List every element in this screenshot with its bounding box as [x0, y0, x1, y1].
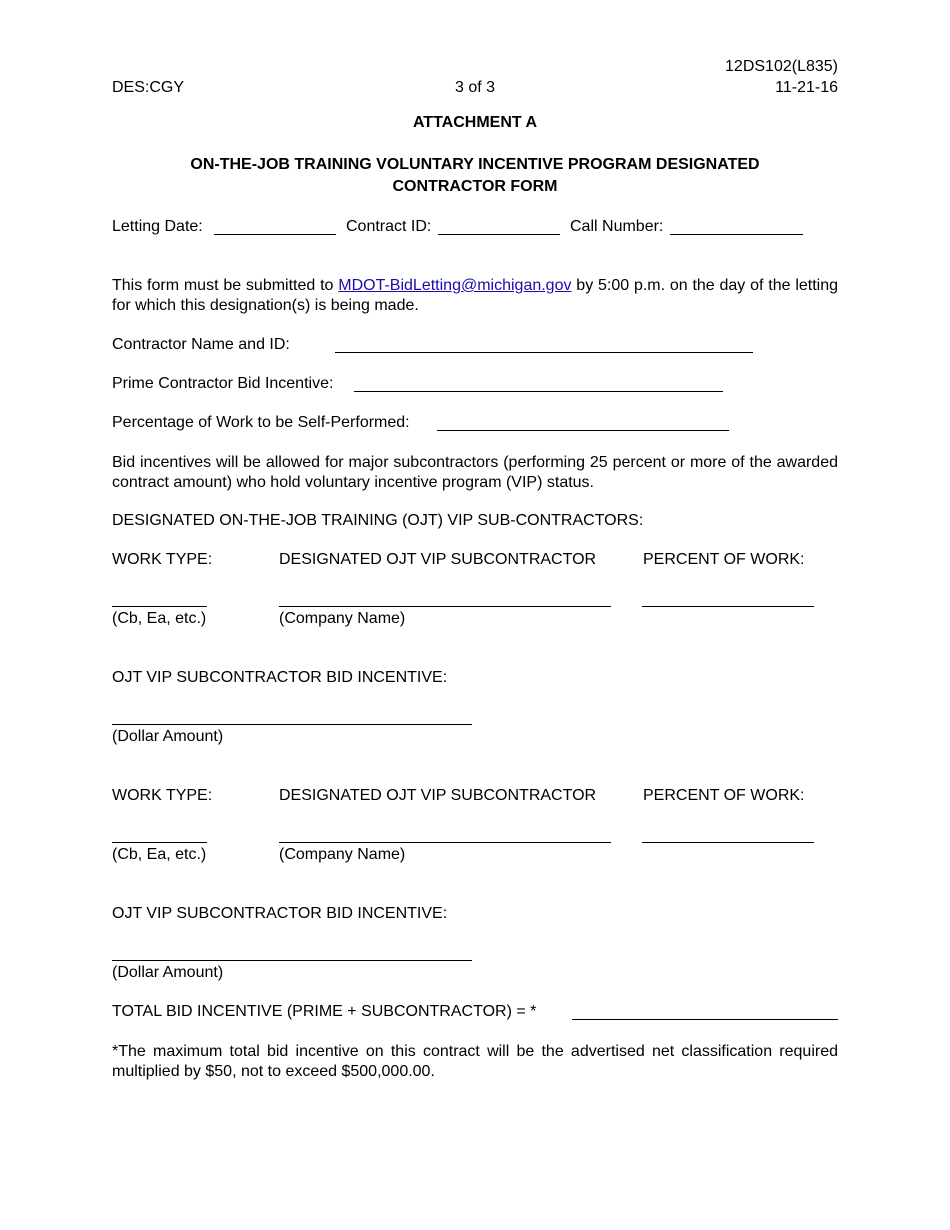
designated-heading: DESIGNATED ON-THE-JOB TRAINING (OJT) VIP SUB-CONTRACTORS: [112, 512, 644, 529]
self-performed-label: Percentage of Work to be Self-Performed: [112, 414, 410, 431]
work-type-hint: (Cb, Ea, etc.) [112, 846, 207, 863]
self-performed-field[interactable] [437, 430, 729, 431]
company-name-field[interactable] [279, 606, 611, 607]
subcontractor-label: DESIGNATED OJT VIP SUBCONTRACTOR [279, 551, 597, 568]
company-name-hint: (Company Name) [279, 610, 406, 627]
document-date: 11-21-16 [775, 79, 838, 96]
contractor-name-field[interactable] [335, 352, 753, 353]
footnote: *The maximum total bid incentive on this contract will be the advertised net classification required multiplied by $50, not to exceed $500,000.00. [112, 1043, 838, 1080]
work-type-field[interactable] [112, 842, 207, 843]
incentive-note: Bid incentives will be allowed for major subcontractors (performing 25 percent or more of the awarded contract amount) who hold voluntary incentive program (VIP) status. [112, 454, 838, 491]
total-incentive-label: TOTAL BID INCENTIVE (PRIME + SUBCONTRACTOR) = * [112, 1003, 537, 1020]
total-incentive-field[interactable] [572, 1019, 838, 1020]
work-type-label: WORK TYPE: [112, 551, 213, 568]
dollar-amount-hint: (Dollar Amount) [112, 728, 224, 745]
form-title-line2: CONTRACTOR FORM [392, 178, 558, 195]
bid-incentive-label: OJT VIP SUBCONTRACTOR BID INCENTIVE: [112, 669, 448, 686]
letting-date-label: Letting Date: [112, 218, 203, 235]
document-code: 12DS102(L835) [725, 58, 838, 75]
dollar-amount-field[interactable] [112, 724, 472, 725]
letting-date-field[interactable] [214, 234, 336, 235]
subcontractor-label: DESIGNATED OJT VIP SUBCONTRACTOR [279, 787, 597, 804]
call-number-label: Call Number: [570, 218, 664, 235]
company-name-field[interactable] [279, 842, 611, 843]
dollar-amount-hint: (Dollar Amount) [112, 964, 224, 981]
percent-label: PERCENT OF WORK: [643, 787, 805, 804]
company-name-hint: (Company Name) [279, 846, 406, 863]
email-link[interactable]: MDOT-BidLetting@michigan.gov [338, 277, 572, 294]
attachment-title: ATTACHMENT A [412, 114, 538, 131]
call-number-field[interactable] [670, 234, 803, 235]
contractor-name-label: Contractor Name and ID: [112, 336, 290, 353]
contract-id-field[interactable] [438, 234, 560, 235]
dollar-amount-field[interactable] [112, 960, 472, 961]
work-type-label: WORK TYPE: [112, 787, 213, 804]
bid-incentive-label: OJT VIP SUBCONTRACTOR BID INCENTIVE: [112, 905, 448, 922]
percent-label: PERCENT OF WORK: [643, 551, 805, 568]
work-type-hint: (Cb, Ea, etc.) [112, 610, 207, 627]
prime-incentive-field[interactable] [354, 391, 723, 392]
form-title-line1: ON-THE-JOB TRAINING VOLUNTARY INCENTIVE PROGRAM DESIGNATED [190, 156, 760, 173]
instructions-suffix: by 5:00 p.m. on the day of the letting for which this designation(s) is being made. [112, 277, 839, 314]
percent-field[interactable] [642, 842, 814, 843]
prime-incentive-label: Prime Contractor Bid Incentive: [112, 375, 334, 392]
submission-instructions [112, 276, 838, 316]
percent-field[interactable] [642, 606, 814, 607]
instructions-prefix: This form must be submitted to [112, 277, 339, 294]
page-number: 3 of 3 [454, 79, 496, 96]
contract-id-label: Contract ID: [346, 218, 432, 235]
author-initials: DES:CGY [112, 79, 185, 96]
work-type-field[interactable] [112, 606, 207, 607]
